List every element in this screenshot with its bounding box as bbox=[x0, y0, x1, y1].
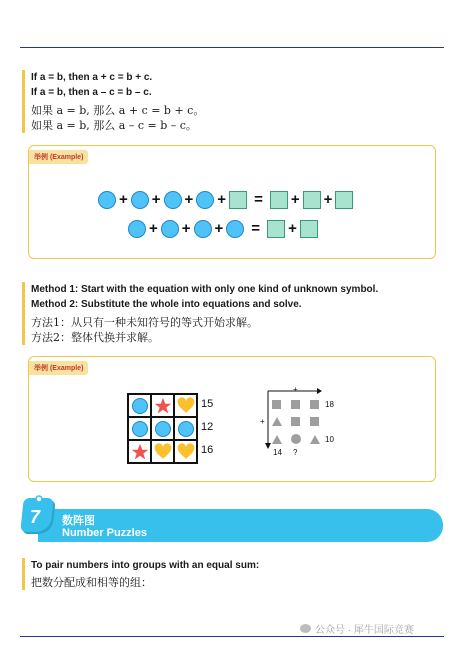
operator: + bbox=[149, 220, 158, 237]
square-icon bbox=[270, 191, 288, 209]
shape-row bbox=[272, 434, 329, 444]
circle-icon bbox=[132, 421, 148, 437]
triangle-icon bbox=[272, 417, 282, 426]
intro-block bbox=[22, 558, 259, 590]
equation-row-1 bbox=[98, 191, 353, 209]
heart-icon bbox=[154, 443, 172, 461]
circle-icon bbox=[132, 398, 148, 414]
square-icon bbox=[229, 191, 247, 209]
grid-cell bbox=[174, 440, 197, 463]
method-2-text: Substitute the whole into equations and solve. bbox=[78, 299, 302, 310]
star-icon bbox=[154, 397, 172, 415]
circle-icon bbox=[226, 220, 244, 238]
square-icon bbox=[303, 191, 321, 209]
grid-row-sum: 15 bbox=[201, 398, 214, 410]
circle-icon bbox=[291, 434, 301, 444]
rules-block bbox=[22, 70, 204, 133]
method-1-label: Method 1: bbox=[31, 284, 79, 295]
square-icon bbox=[310, 417, 319, 426]
circle-icon bbox=[98, 191, 116, 209]
grid-cell bbox=[128, 417, 151, 440]
wechat-icon bbox=[300, 624, 311, 633]
operator: + bbox=[288, 220, 297, 237]
grid-cell bbox=[151, 440, 174, 463]
footer-text: 公众号 · 犀牛国际竞赛 bbox=[315, 625, 414, 636]
grid-cell bbox=[128, 394, 151, 417]
grid-cell bbox=[174, 417, 197, 440]
grid-cell bbox=[151, 394, 174, 417]
method-cn-2: 方法2：整体代换并求解。 bbox=[31, 331, 159, 344]
square-icon bbox=[335, 191, 353, 209]
square-icon bbox=[310, 400, 319, 409]
symbol-grid bbox=[127, 393, 198, 464]
plus-top-label: + bbox=[293, 385, 298, 394]
circle-icon bbox=[131, 191, 149, 209]
shape-row bbox=[272, 400, 329, 409]
example-tag: 举例 (Example) bbox=[29, 361, 88, 375]
circle-icon bbox=[164, 191, 182, 209]
example-tag: 举例 (Example) bbox=[29, 150, 88, 164]
equals: = bbox=[254, 191, 263, 208]
rule-cn-1: 如果 a = b, 那么 a + c = b + c。 bbox=[31, 104, 205, 117]
operator: + bbox=[119, 191, 128, 208]
shape-row-sum: 10 bbox=[325, 435, 334, 444]
circle-icon bbox=[178, 421, 194, 437]
operator: + bbox=[151, 191, 161, 208]
method-cn-1: 方法1：从只有一种未知符号的等式开始求解。 bbox=[31, 316, 258, 329]
square-icon bbox=[291, 417, 300, 426]
circle-icon bbox=[196, 191, 214, 209]
section-number: 7 bbox=[30, 507, 41, 527]
operator: + bbox=[290, 191, 300, 208]
bottom-rule bbox=[20, 636, 444, 637]
operator: + bbox=[217, 191, 227, 208]
section-title-en: Number Puzzles bbox=[62, 527, 147, 539]
methods-block bbox=[22, 282, 378, 345]
square-icon bbox=[272, 400, 281, 409]
grid-cell bbox=[174, 394, 197, 417]
shape-col-sum: ? bbox=[293, 448, 298, 457]
triangle-icon bbox=[310, 435, 320, 444]
rule-en-1: If a = b, then a + c = b + c. bbox=[31, 72, 153, 83]
footer-watermark bbox=[300, 621, 414, 636]
operator: + bbox=[181, 220, 191, 237]
method-en-2 bbox=[31, 297, 378, 312]
top-rule bbox=[20, 47, 444, 48]
square-icon bbox=[267, 220, 285, 238]
intro-cn: 把数分配成和相等的组： bbox=[31, 576, 152, 589]
grid-row-sum: 12 bbox=[201, 421, 214, 433]
method-1-text: Start with the equation with only one kind of unknown symbol. bbox=[78, 284, 379, 295]
heart-icon bbox=[177, 397, 195, 415]
circle-icon bbox=[155, 421, 171, 437]
rule-en-2: If a = b, then a – c = b – c. bbox=[31, 87, 152, 98]
plus-left-label: + bbox=[260, 417, 265, 426]
star-icon bbox=[131, 443, 149, 461]
square-icon bbox=[291, 400, 300, 409]
shape-row-sum: 18 bbox=[325, 400, 334, 409]
grid-row-sum: 16 bbox=[201, 444, 214, 456]
operator: + bbox=[184, 191, 194, 208]
intro-en: To pair numbers into groups with an equal sum: bbox=[31, 560, 260, 571]
circle-icon bbox=[128, 220, 146, 238]
equation-row-2 bbox=[128, 220, 318, 238]
circle-icon bbox=[161, 220, 179, 238]
badge-pin-icon bbox=[34, 494, 44, 504]
equals: = bbox=[251, 220, 261, 237]
grid-cell bbox=[151, 417, 174, 440]
operator: + bbox=[214, 220, 224, 237]
grid-cell bbox=[128, 440, 151, 463]
operator: + bbox=[323, 191, 333, 208]
triangle-icon bbox=[272, 435, 282, 444]
square-icon bbox=[300, 220, 318, 238]
method-en-1 bbox=[31, 282, 378, 297]
rule-cn-2: 如果 a = b, 那么 a – c = b – c。 bbox=[31, 119, 197, 132]
shape-row bbox=[272, 417, 329, 426]
method-2-label: Method 2: bbox=[31, 299, 79, 310]
shape-col-sum: 14 bbox=[273, 448, 282, 457]
heart-icon bbox=[177, 443, 195, 461]
circle-icon bbox=[194, 220, 212, 238]
section-title-cn: 数阵图 bbox=[62, 515, 95, 527]
example-box-2 bbox=[28, 356, 436, 482]
